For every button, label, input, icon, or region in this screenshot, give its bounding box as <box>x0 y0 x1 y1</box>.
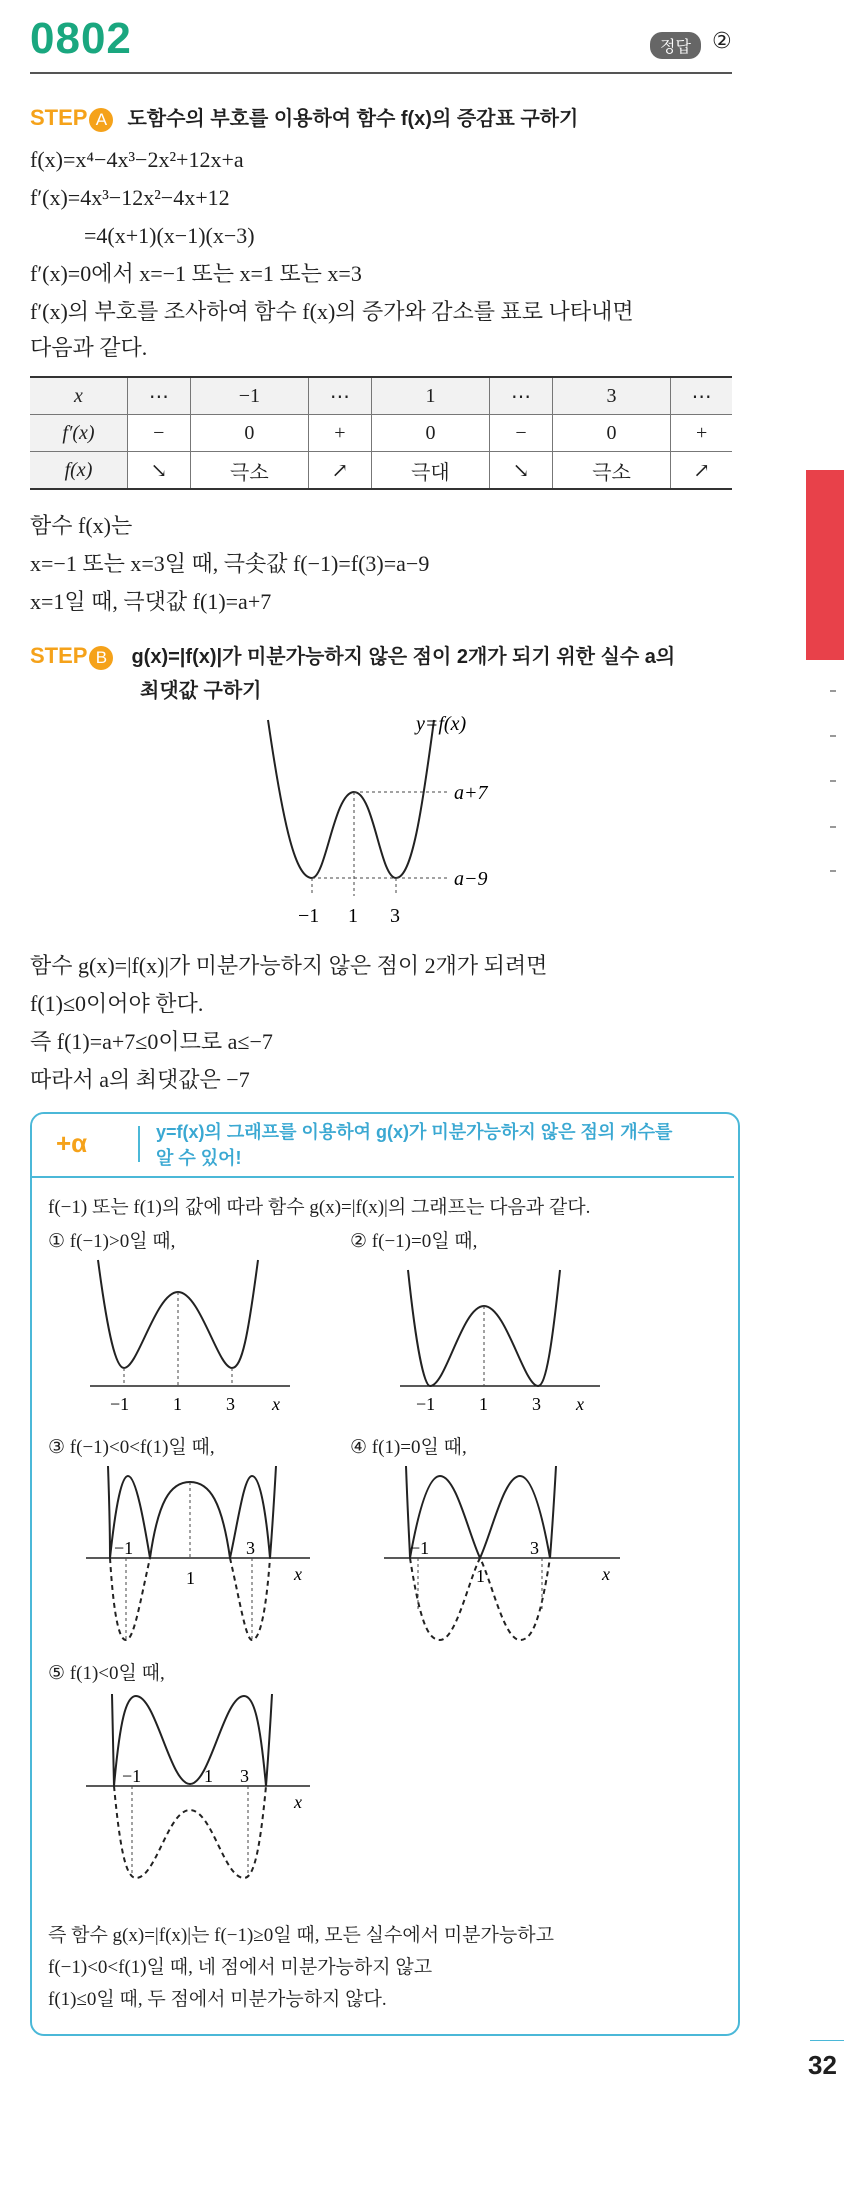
max-label: a+7 <box>454 782 488 804</box>
step-a-letter: A <box>89 108 113 132</box>
step-b-line: f(1)≤0이어야 한다. <box>30 991 204 1016</box>
step-b-title: g(x)=|f(x)|가 미분가능하지 않은 점이 2개가 되기 위한 실수 a의 <box>131 646 676 668</box>
extremum-line: x=1일 때, 극댓값 f(1)=a+7 <box>30 589 272 614</box>
x-axis-label: x <box>272 1394 280 1414</box>
side-tick <box>830 826 836 828</box>
table-cell: 0 <box>552 415 670 452</box>
table-cell: −1 <box>190 377 308 415</box>
table-row <box>30 415 732 452</box>
table-cell: 1 <box>371 377 489 415</box>
table-cell: ⋯ <box>309 377 372 415</box>
fx-curve <box>268 720 434 878</box>
step-b-letter: B <box>89 646 113 670</box>
x-tick: −1 <box>410 1538 430 1558</box>
min-label: a−9 <box>454 868 488 890</box>
step-a-line: f′(x)의 부호를 조사하여 함수 f(x)의 증가와 감소를 표로 나타내면 <box>30 299 634 324</box>
table-cell: 3 <box>552 377 670 415</box>
side-tick <box>830 735 836 737</box>
step-b-label: STEP <box>30 643 88 668</box>
step-a-title: 도함수의 부호를 이용하여 함수 f(x)의 증감표 구하기 <box>127 108 579 130</box>
case-label-5: ⑤ f(1)<0일 때, <box>48 1663 165 1684</box>
right-edge-rule <box>810 2040 844 2041</box>
extremum-line: 함수 f(x)는 <box>30 513 133 538</box>
step-b-heading <box>30 640 675 670</box>
case-4-graph <box>380 1462 630 1652</box>
extremum-line: x=−1 또는 x=3일 때, 극솟값 f(−1)=f(3)=a−9 <box>30 551 430 576</box>
gx-curve <box>98 1260 258 1368</box>
side-tick <box>830 870 836 872</box>
side-tick <box>830 780 836 782</box>
table-cell: ⋯ <box>127 377 190 415</box>
x-tick: −1 <box>110 1394 130 1414</box>
page-number: 32 <box>808 2050 837 2080</box>
tip-divider <box>138 1126 140 1162</box>
x-tick: 3 <box>226 1394 235 1414</box>
table-cell: f(x) <box>30 452 127 490</box>
table-cell: ↘ <box>490 452 553 490</box>
x-tick: 3 <box>246 1538 255 1558</box>
side-chapter-tab <box>806 470 844 660</box>
table-cell: + <box>309 415 372 452</box>
table-cell: − <box>127 415 190 452</box>
step-b-line: 함수 g(x)=|f(x)|가 미분가능하지 않은 점이 2개가 되려면 <box>30 953 548 978</box>
tip-conclusion: f(−1)<0<f(1)일 때, 네 점에서 미분가능하지 않고 <box>48 1957 433 1978</box>
answer-value: ② <box>712 28 732 53</box>
x-axis-label: x <box>576 1394 584 1414</box>
case-3-graph <box>80 1462 320 1652</box>
header-rule <box>30 72 732 74</box>
x-tick: 1 <box>173 1394 182 1414</box>
step-b-line: 즉 f(1)=a+7≤0이므로 a≤−7 <box>30 1029 273 1054</box>
x-tick: −1 <box>122 1766 142 1786</box>
x-tick: 1 <box>186 1568 195 1588</box>
table-cell: ⋯ <box>671 377 732 415</box>
table-cell: 극소 <box>552 452 670 490</box>
table-row <box>30 377 732 415</box>
step-a-heading <box>30 102 578 132</box>
case-label-4: ④ f(1)=0일 때, <box>350 1437 467 1458</box>
table-cell: + <box>671 415 732 452</box>
x-tick: 3 <box>530 1538 539 1558</box>
step-a-line: =4(x+1)(x−1)(x−3) <box>84 223 255 248</box>
side-tick <box>830 690 836 692</box>
table-cell: − <box>490 415 553 452</box>
tip-title-cont: 알 수 있어! <box>156 1148 242 1168</box>
case-label-3: ③ f(−1)<0<f(1)일 때, <box>48 1437 215 1458</box>
step-a-label: STEP <box>30 105 88 130</box>
step-a-line: f′(x)=0에서 x=−1 또는 x=1 또는 x=3 <box>30 261 362 286</box>
step-b-title-cont: 최댓값 구하기 <box>140 680 262 702</box>
x-tick: 1 <box>479 1394 488 1414</box>
table-cell: f′(x) <box>30 415 127 452</box>
step-b-line: 따라서 a의 최댓값은 −7 <box>30 1067 250 1092</box>
step-a-line: 다음과 같다. <box>30 335 148 360</box>
table-cell: 극대 <box>371 452 489 490</box>
fx-dashed <box>114 1786 266 1878</box>
case-1-graph <box>80 1256 310 1426</box>
table-cell: x <box>30 377 127 415</box>
tip-badge: +α <box>56 1128 88 1158</box>
table-cell: ↗ <box>309 452 372 490</box>
x-tick: 3 <box>532 1394 541 1414</box>
table-cell: ↗ <box>671 452 732 490</box>
x-tick: 3 <box>390 905 400 927</box>
x-tick: −1 <box>114 1538 134 1558</box>
table-cell: 0 <box>371 415 489 452</box>
curve-label: y=f(x) <box>416 713 467 735</box>
x-axis-label: x <box>294 1792 302 1812</box>
x-tick: −1 <box>416 1394 436 1414</box>
tip-title: y=f(x)의 그래프를 이용하여 g(x)가 미분가능하지 않은 점의 개수를 <box>156 1122 673 1142</box>
table-cell: 극소 <box>190 452 308 490</box>
table-cell: ↘ <box>127 452 190 490</box>
x-axis-label: x <box>602 1564 610 1584</box>
case-label-2: ② f(−1)=0일 때, <box>350 1231 478 1252</box>
case-2-graph <box>390 1266 620 1426</box>
table-row <box>30 452 732 490</box>
x-axis-label: x <box>294 1564 302 1584</box>
x-tick: 1 <box>204 1766 213 1786</box>
x-tick: 1 <box>348 905 358 927</box>
problem-number: 0802 <box>30 14 132 63</box>
step-a-line: f′(x)=4x³−12x²−4x+12 <box>30 185 230 210</box>
table-cell: ⋯ <box>490 377 553 415</box>
table-cell: 0 <box>190 415 308 452</box>
case-5-graph <box>80 1690 320 1890</box>
tip-intro: f(−1) 또는 f(1)의 값에 따라 함수 g(x)=|f(x)|의 그래프는 다음과 같다. <box>48 1197 591 1218</box>
case-label-1: ① f(−1)>0일 때, <box>48 1231 176 1252</box>
x-tick: 3 <box>240 1766 249 1786</box>
tip-conclusion: f(1)≤0일 때, 두 점에서 미분가능하지 않다. <box>48 1989 387 2010</box>
x-tick: 1 <box>476 1566 485 1586</box>
fx-graph <box>240 710 560 940</box>
x-tick: −1 <box>298 905 320 927</box>
step-a-line: f(x)=x⁴−4x³−2x²+12x+a <box>30 147 244 172</box>
tip-conclusion: 즉 함수 g(x)=|f(x)|는 f(−1)≥0일 때, 모든 실수에서 미분가능하고 <box>48 1925 554 1946</box>
increase-decrease-table <box>30 376 732 490</box>
answer-badge: 정답 <box>650 32 701 59</box>
